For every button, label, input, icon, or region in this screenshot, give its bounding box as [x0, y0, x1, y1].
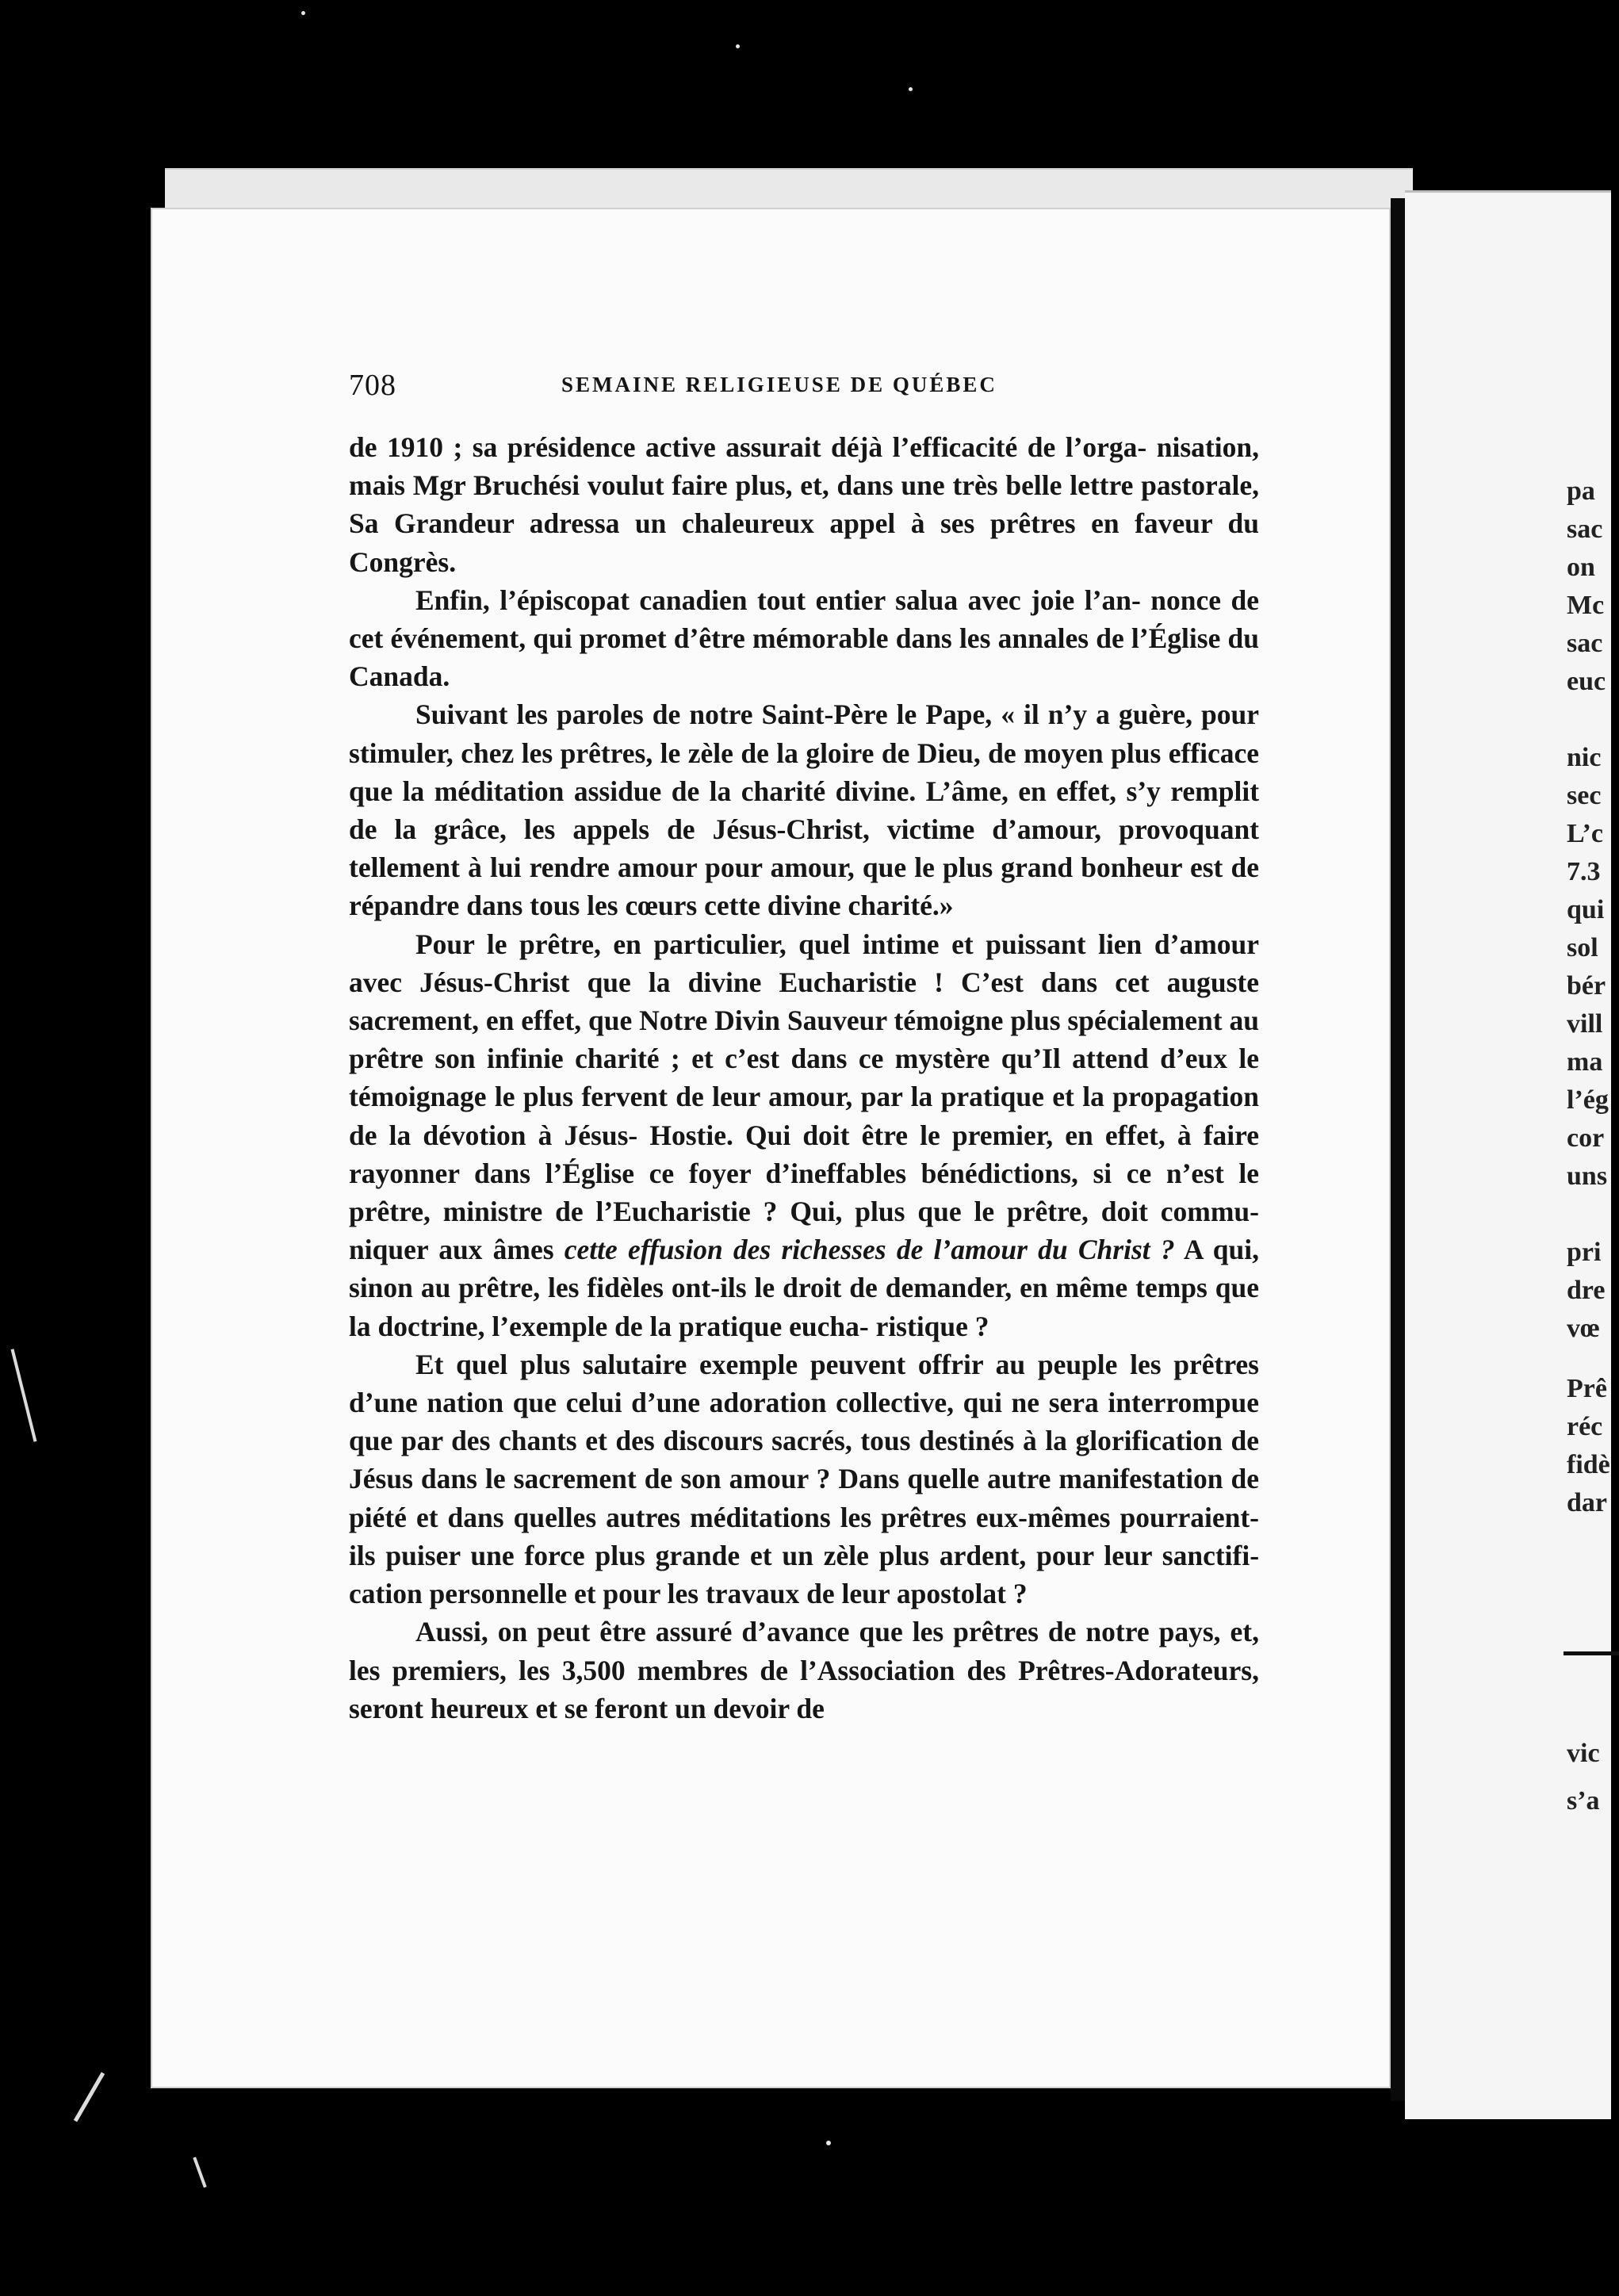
text-line: nisation, mais Mgr Bruchési voulut faire plus, et, dans une très: [349, 431, 1259, 502]
text-line: ministre de l’Eucharistie ? Qui, plus que le prêtre, doit commu-: [442, 1196, 1259, 1228]
text-line: A qui, sinon au prêtre, les fidèles ont-ils le droit de demander,: [349, 1234, 1260, 1304]
text-line: l’Église ce foyer d’ineffables bénédictions, si ce n’est le prêtre,: [349, 1157, 1260, 1228]
text-line: destinés à la glorification de Jésus dans le sacrement de son: [349, 1425, 1260, 1495]
text-line: mystère qu’Il attend d’eux le témoignage le plus fervent de leur: [349, 1043, 1259, 1113]
text-line: de moyen plus efficace que la méditation assidue de la charité: [349, 737, 1259, 807]
facing-rule: [1564, 1651, 1619, 1655]
scan-speck: [412, 198, 417, 203]
text-line: à ses prêtres en faveur du Congrès.: [349, 507, 1260, 578]
text-line: Prêtres-Adorateurs, seront heureux et se feront un devoir de: [349, 1654, 1259, 1724]
paragraph-4: [349, 925, 1259, 1345]
scan-speck: [826, 2141, 831, 2145]
text-line: Jésus-Christ, victime d’amour, provoquant tellement à lui rendre: [349, 813, 1260, 884]
text-line: cation personnelle et pour les travaux de leur apostolat ?: [349, 1578, 1028, 1610]
text-line: Aussi, on peut être assuré d’avance que les prêtres de notre: [415, 1616, 1150, 1648]
text-line: annales de l’Église du Canada.: [349, 622, 1260, 693]
paragraph-1: [349, 428, 1259, 581]
facing-line-fragment: pri: [1567, 1238, 1602, 1267]
facing-line-fragment: nic: [1567, 743, 1602, 772]
text-line: nonce de cet événement, qui promet d’être mémorable dans les: [349, 584, 1260, 655]
facing-line-fragment: sac: [1567, 515, 1603, 544]
facing-line-fragment: 7.3: [1567, 857, 1601, 886]
page-number: 708: [349, 369, 396, 402]
italic-quote: cette effusion des richesses de l’amour du Christ ?: [564, 1234, 1175, 1266]
text-line: amour pour amour, que le plus grand bonheur est de répandre: [349, 851, 1260, 922]
facing-line-fragment: qui: [1567, 895, 1605, 924]
facing-line-fragment: s’a: [1567, 1786, 1600, 1816]
facing-line-fragment: Prê: [1567, 1374, 1607, 1403]
facing-line-fragment: fidè: [1567, 1450, 1610, 1479]
facing-page: [1405, 190, 1611, 2119]
text-line: Hostie. Qui doit être le premier, en effet, à faire rayonner dans: [349, 1119, 1259, 1189]
facing-line-fragment: dre: [1567, 1276, 1606, 1305]
paragraph-6: [349, 1613, 1259, 1728]
text-line: une force plus grande et un zèle plus ardent, pour leur sanctifi-: [470, 1539, 1260, 1571]
paragraph-2: [349, 581, 1259, 696]
facing-line-fragment: l’ég: [1567, 1085, 1609, 1115]
text-line: autres méditations les prêtres eux-mêmes pourraient-ils puiser: [349, 1501, 1259, 1571]
paragraph-5: [349, 1345, 1259, 1613]
facing-line-fragment: sac: [1567, 629, 1603, 658]
facing-line-fragment: ma: [1567, 1047, 1603, 1077]
scan-speck: [301, 11, 305, 15]
text-line: Et quel plus salutaire exemple peuvent offrir au peuple les: [415, 1348, 1162, 1380]
body-text: [349, 428, 1259, 1728]
text-line: divine. L’âme, en effet, s’y remplit de la grâce, les appels de: [349, 775, 1260, 846]
text-line: belle lettre pastorale, Sa Grandeur adressa un chaleureux appel: [349, 469, 1260, 540]
facing-line-fragment: euc: [1567, 667, 1606, 696]
facing-line-fragment: Mc: [1567, 591, 1605, 620]
facing-line-fragment: pa: [1567, 476, 1595, 506]
text-line: amour, par la pratique et la propagation de la dévotion à Jésus-: [349, 1081, 1260, 1151]
text-line: Pour le prêtre, en particulier, quel intime et puissant lien: [415, 928, 1142, 960]
facing-line-fragment: sec: [1567, 781, 1602, 810]
scan-speck: [736, 44, 740, 48]
facing-line-fragment: on: [1567, 553, 1595, 582]
text-line: amour ? Dans quelle autre manifestation de piété et dans quelles: [349, 1463, 1259, 1533]
text-line: ristique ?: [875, 1310, 989, 1342]
facing-line-fragment: uns: [1567, 1161, 1608, 1191]
text-line: niquer aux âmes: [349, 1234, 554, 1266]
scan-debris: [11, 1349, 37, 1441]
running-head: SEMAINE RELIGIEUSE DE QUÉBEC: [561, 373, 997, 396]
facing-line-fragment: bér: [1567, 971, 1606, 1001]
facing-line-fragment: cor: [1567, 1123, 1605, 1153]
facing-line-fragment: dar: [1567, 1488, 1607, 1517]
text-line: de 1910 ; sa présidence active assurait déjà l’efficacité de l’orga-: [349, 431, 1147, 463]
text-line: d’amour avec Jésus-Christ que la divine Eucharistie ! C’est dans: [349, 928, 1260, 998]
text-line: guère, pour stimuler, chez les prêtres, le zèle de la gloire de Dieu,: [349, 698, 1260, 769]
facing-line-fragment: réc: [1567, 1412, 1603, 1441]
facing-line-fragment: vic: [1567, 1739, 1600, 1768]
text-line: pays, et, les premiers, les 3,500 membres de l’Association des: [349, 1616, 1259, 1686]
text-line: en même temps que la doctrine, l’exemple de la pratique eucha-: [349, 1272, 1260, 1342]
facing-line-fragment: L’c: [1567, 819, 1603, 848]
page-header: [349, 368, 1047, 408]
facing-line-fragment: vœ: [1567, 1314, 1600, 1343]
text-line: plus spécialement au prêtre son infinie charité ; et c’est dans ce: [349, 1004, 1260, 1075]
paragraph-3: [349, 695, 1259, 924]
scan-speck: [909, 87, 913, 91]
text-line: dans tous les cœurs cette divine charité.»: [466, 890, 954, 922]
page-gutter: [1391, 198, 1405, 2101]
text-line: Enfin, l’épiscopat canadien tout entier salua avec joie l’an-: [415, 584, 1141, 616]
text-line: sera interrompue que par des chants et des discours sacrés, tous: [349, 1387, 1260, 1457]
scan-debris: [74, 2072, 105, 2122]
text-line: prêtres d’une nation que celui d’une adoration collective, qui ne: [349, 1348, 1259, 1419]
facing-line-fragment: sol: [1567, 933, 1598, 962]
text-line: cet auguste sacrement, en effet, que Notre Divin Sauveur témoigne: [349, 966, 1260, 1037]
scan-debris: [193, 2157, 206, 2188]
text-line: Suivant les paroles de notre Saint-Père le Pape, « il n’y a: [415, 698, 1110, 731]
facing-line-fragment: vill: [1567, 1009, 1603, 1039]
